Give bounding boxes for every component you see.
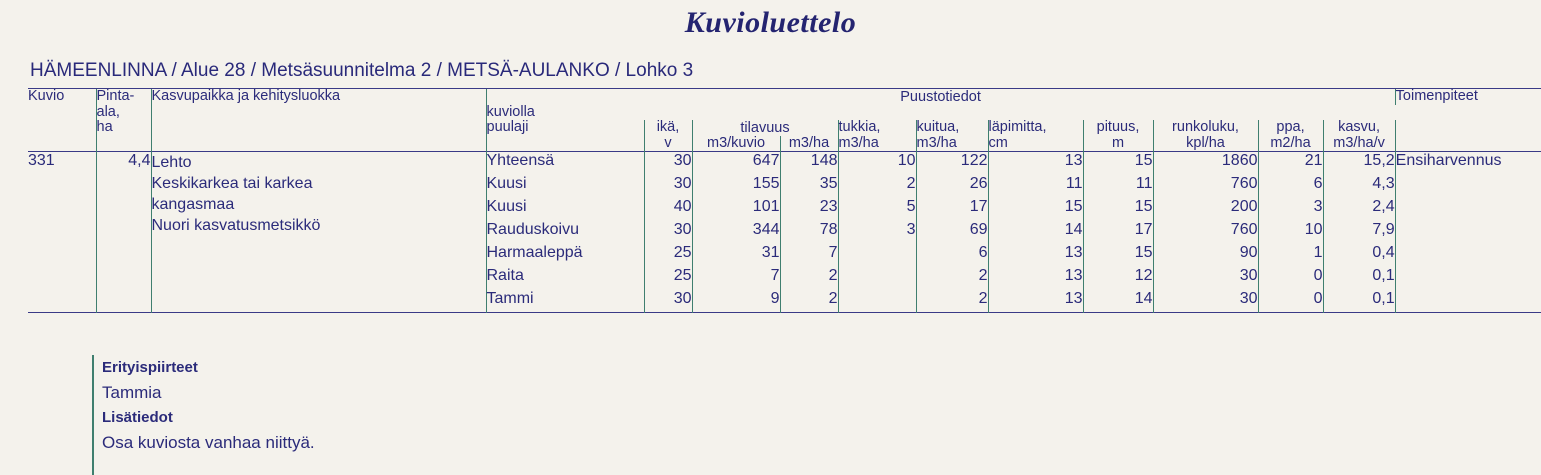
- header-kasvupaikka-spacer: [151, 120, 486, 136]
- notes-left-rule: [92, 355, 94, 475]
- cell-lapimitta: 15: [988, 198, 1083, 221]
- cell-m3-kuvio: 7: [692, 267, 780, 290]
- header-pinta-ala-2: ala,: [96, 105, 151, 120]
- cell-kasvu: 0,1: [1323, 267, 1395, 290]
- cell-ika: 30: [644, 290, 692, 313]
- cell-ika: 30: [644, 175, 692, 198]
- header-runkoluku: runkoluku,: [1153, 120, 1258, 136]
- header-lapimitta-unit: cm: [988, 136, 1083, 152]
- stand-table: [28, 88, 1541, 313]
- cell-tukkia: 10: [838, 152, 916, 175]
- cell-m3-kuvio: 155: [692, 175, 780, 198]
- cell-m3-ha: 148: [780, 152, 838, 175]
- cell-puulaji: Kuusi: [486, 175, 644, 198]
- cell-kuitua: 69: [916, 221, 988, 244]
- header-ppa-unit: m2/ha: [1258, 136, 1323, 152]
- cell-ika: 30: [644, 152, 692, 175]
- header-lapimitta: läpimitta,: [988, 120, 1083, 136]
- cell-m3-kuvio: 647: [692, 152, 780, 175]
- header-kuitua: kuitua,: [916, 120, 988, 136]
- header-toimenpiteet-1: Toimenpiteet: [1395, 89, 1541, 106]
- cell-pinta-ala-blank: [96, 221, 151, 244]
- cell-m3-ha: 78: [780, 221, 838, 244]
- cell-m3-ha: 23: [780, 198, 838, 221]
- table-header-row-1: [28, 89, 1541, 106]
- lisatiedot-value: Osa kuviosta vanhaa niittyä.: [102, 433, 315, 452]
- cell-puulaji: Kuusi: [486, 198, 644, 221]
- cell-runkoluku: 760: [1153, 175, 1258, 198]
- cell-kuitua: 2: [916, 290, 988, 313]
- cell-pituus: 15: [1083, 244, 1153, 267]
- cell-puulaji: Rauduskoivu: [486, 221, 644, 244]
- notes-block: [92, 355, 1292, 455]
- cell-ppa: 6: [1258, 175, 1323, 198]
- cell-ppa: 1: [1258, 244, 1323, 267]
- cell-m3-kuvio: 344: [692, 221, 780, 244]
- cell-kuitua: 26: [916, 175, 988, 198]
- cell-puulaji: Tammi: [486, 290, 644, 313]
- header-kuvio: Kuvio: [28, 89, 96, 121]
- header-tukkia: tukkia,: [838, 120, 916, 136]
- cell-toimenpide: Ensiharvennus: [1395, 152, 1541, 313]
- cell-pinta-ala: 4,4: [96, 152, 151, 175]
- cell-lapimitta: 13: [988, 152, 1083, 175]
- erityispiirteet-label: Erityispiirteet: [102, 359, 198, 376]
- cell-kasvu: 0,4: [1323, 244, 1395, 267]
- cell-puulaji: Harmaaleppä: [486, 244, 644, 267]
- desc-line-1: Lehto: [151, 154, 192, 171]
- cell-puulaji: Raita: [486, 267, 644, 290]
- header-toimenpiteet-spacer: [1395, 120, 1541, 136]
- breadcrumb: HÄMEENLINNA / Alue 28 / Metsäsuunnitelma 2 / METSÄ-AULANKO / Lohko 3: [30, 60, 694, 81]
- cell-pituus: 12: [1083, 267, 1153, 290]
- header-ika-unit: v: [644, 136, 692, 152]
- cell-kasvu: 7,9: [1323, 221, 1395, 244]
- cell-kuvio-blank: [28, 267, 96, 290]
- header-pinta-ala-spacer2: [96, 136, 151, 152]
- header-kasvu-unit: m3/ha/v: [1323, 136, 1395, 152]
- header-tukkia-unit: m3/ha: [838, 136, 916, 152]
- desc-line-4: Nuori kasvatusmetsikkö: [151, 217, 321, 234]
- cell-kasvu: 15,2: [1323, 152, 1395, 175]
- cell-kasvupaikka: [151, 152, 486, 313]
- header-runkoluku-unit: kpl/ha: [1153, 136, 1258, 152]
- cell-runkoluku: 1860: [1153, 152, 1258, 175]
- cell-ppa: 21: [1258, 152, 1323, 175]
- desc-line-2: Keskikarkea tai karkea: [151, 175, 313, 192]
- cell-pinta-ala-blank: [96, 244, 151, 267]
- cell-m3-ha: 35: [780, 175, 838, 198]
- cell-pinta-ala-blank: [96, 198, 151, 221]
- cell-tukkia: [838, 290, 916, 313]
- cell-runkoluku: 30: [1153, 267, 1258, 290]
- erityispiirteet-value: Tammia: [102, 383, 162, 402]
- cell-runkoluku: 200: [1153, 198, 1258, 221]
- cell-m3-ha: 2: [780, 290, 838, 313]
- header-pituus: pituus,: [1083, 120, 1153, 136]
- cell-tukkia: 2: [838, 175, 916, 198]
- header-kasvupaikka: Kasvupaikka ja kehitysluokka: [151, 89, 486, 121]
- cell-kuvio-blank: [28, 290, 96, 313]
- page-title: Kuvioluettelo: [684, 6, 857, 39]
- table-header-row-4: [28, 136, 1541, 152]
- cell-m3-kuvio: 101: [692, 198, 780, 221]
- cell-tukkia: [838, 267, 916, 290]
- cell-kuvio-blank: [28, 244, 96, 267]
- header-m3-kuvio: m3/kuvio: [692, 136, 780, 152]
- cell-ppa: 3: [1258, 198, 1323, 221]
- header-pinta-ala-unit: ha: [96, 120, 151, 136]
- table-header-row-3: [28, 120, 1541, 136]
- cell-kuitua: 2: [916, 267, 988, 290]
- cell-lapimitta: 11: [988, 175, 1083, 198]
- cell-ika: 25: [644, 244, 692, 267]
- cell-kuvio: 331: [28, 152, 55, 169]
- header-kuvio-spacer2: [28, 136, 96, 152]
- cell-lapimitta: 13: [988, 244, 1083, 267]
- header-puustotiedot: Puustotiedot: [486, 89, 1395, 106]
- cell-tukkia: [838, 244, 916, 267]
- header-pinta-ala-1: Pinta-: [96, 89, 151, 106]
- stand-table-container: [28, 88, 1540, 313]
- cell-pituus: 14: [1083, 290, 1153, 313]
- desc-line-3: kangasmaa: [151, 196, 235, 213]
- cell-pinta-ala-blank: [96, 175, 151, 198]
- cell-lapimitta: 14: [988, 221, 1083, 244]
- cell-pituus: 15: [1083, 198, 1153, 221]
- cell-m3-ha: 2: [780, 267, 838, 290]
- header-toimenpiteet-spacer2: [1395, 136, 1541, 152]
- cell-ppa: 0: [1258, 290, 1323, 313]
- cell-ppa: 0: [1258, 267, 1323, 290]
- cell-lapimitta: 13: [988, 267, 1083, 290]
- cell-kasvu: 4,3: [1323, 175, 1395, 198]
- header-puulaji: puulaji: [486, 120, 644, 152]
- cell-kuitua: 122: [916, 152, 988, 175]
- cell-ika: 40: [644, 198, 692, 221]
- header-toimenpiteet-2: kuviolla: [486, 105, 644, 120]
- cell-ika: 25: [644, 267, 692, 290]
- lisatiedot-label: Lisätiedot: [102, 409, 173, 426]
- cell-pituus: 11: [1083, 175, 1153, 198]
- cell-pinta-ala-blank: [96, 267, 151, 290]
- cell-puulaji: Yhteensä: [486, 152, 644, 175]
- cell-kasvu: 0,1: [1323, 290, 1395, 313]
- cell-m3-kuvio: 31: [692, 244, 780, 267]
- cell-runkoluku: 90: [1153, 244, 1258, 267]
- table-row: [28, 152, 1541, 175]
- cell-ika: 30: [644, 221, 692, 244]
- cell-ppa: 10: [1258, 221, 1323, 244]
- header-ika: ikä,: [644, 120, 692, 136]
- cell-lapimitta: 13: [988, 290, 1083, 313]
- cell-kasvu: 2,4: [1323, 198, 1395, 221]
- cell-kuvio-blank: [28, 198, 96, 221]
- cell-kuitua: 17: [916, 198, 988, 221]
- header-tilavuus: tilavuus: [692, 120, 838, 136]
- cell-runkoluku: 30: [1153, 290, 1258, 313]
- cell-m3-kuvio: 9: [692, 290, 780, 313]
- cell-kuvio-blank: [28, 175, 96, 198]
- cell-pituus: 15: [1083, 152, 1153, 175]
- header-pituus-unit: m: [1083, 136, 1153, 152]
- cell-tukkia: 3: [838, 221, 916, 244]
- header-kuvio-spacer: [28, 120, 96, 136]
- cell-pituus: 17: [1083, 221, 1153, 244]
- cell-kuitua: 6: [916, 244, 988, 267]
- header-kasvupaikka-spacer2: [151, 136, 486, 152]
- cell-pinta-ala-blank: [96, 290, 151, 313]
- header-m3-ha: m3/ha: [780, 136, 838, 152]
- header-kuitua-unit: m3/ha: [916, 136, 988, 152]
- cell-runkoluku: 760: [1153, 221, 1258, 244]
- cell-m3-ha: 7: [780, 244, 838, 267]
- cell-tukkia: 5: [838, 198, 916, 221]
- header-ppa: ppa,: [1258, 120, 1323, 136]
- header-kasvu: kasvu,: [1323, 120, 1395, 136]
- cell-kuvio-blank: [28, 221, 96, 244]
